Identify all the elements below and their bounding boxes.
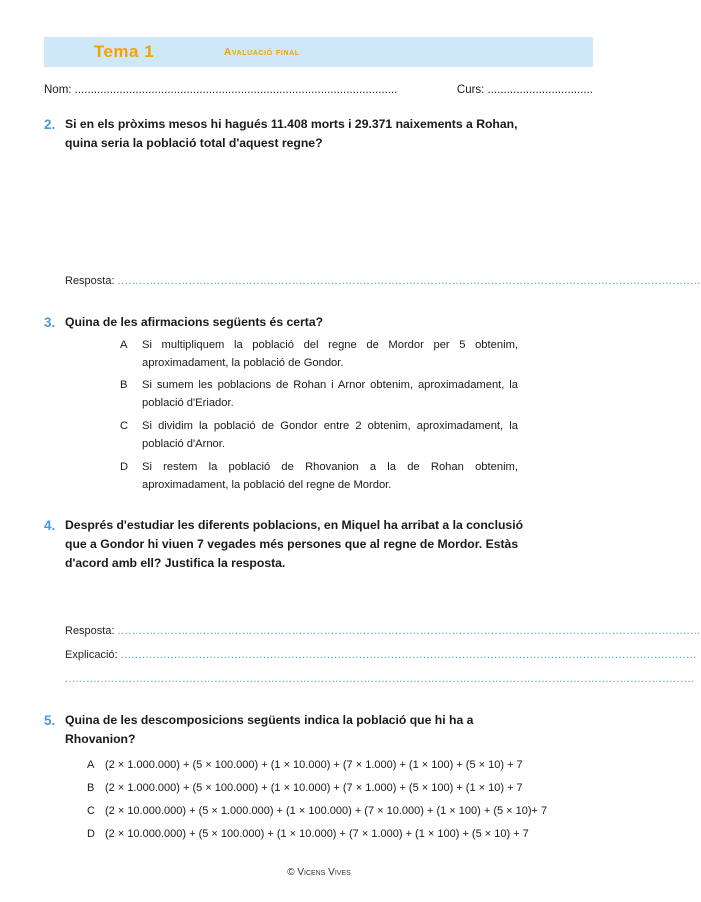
option-letter: D <box>120 461 129 473</box>
explanation-extra-line[interactable]: ................................................................................................................................................................................. <box>65 673 695 685</box>
option-b[interactable] <box>120 376 518 412</box>
option-letter: B <box>87 782 95 794</box>
resposta-label: Resposta: <box>65 625 115 637</box>
question-2 <box>44 115 524 153</box>
option-text: (2 × 10.000.000) + (5 × 1.000.000) + (1 × 100.000) + (7 × 10.000) + (1 × 100) + (5 × 10)+ 7 <box>105 805 548 817</box>
option-text: (2 × 1.000.000) + (5 × 100.000) + (1 × 10.000) + (7 × 1.000) + (1 × 100) + (5 × 10) + 7 <box>105 759 523 771</box>
option-letter: A <box>120 339 128 351</box>
option-letter: C <box>87 805 95 817</box>
explicacio-label: Explicació: <box>65 649 118 661</box>
option-c[interactable] <box>87 803 587 819</box>
question-number: 3. <box>44 315 56 330</box>
option-text: (2 × 1.000.000) + (5 × 100.000) + (1 × 10.000) + (7 × 1.000) + (5 × 100) + (1 × 10) + 7 <box>105 782 523 794</box>
question-text: Després d'estudiar les diferents poblacions, en Miquel ha arribat a la conclusió que a Gondor hi viuen 7 vegades més persones que al regne de Mordor. Estàs d'acord amb ell? Justifica la resposta. <box>65 518 524 570</box>
option-letter: B <box>120 379 128 391</box>
question-number: 5. <box>44 713 56 728</box>
question-4 <box>44 516 524 573</box>
option-c[interactable] <box>120 417 518 453</box>
avaluacio-title: Avaluació final <box>224 46 300 58</box>
option-text: Si sumem les poblacions de Rohan i Arnor obtenim, aproximadament, la població d'Eriador. <box>142 379 518 409</box>
explanation-line-q4[interactable] <box>65 649 697 661</box>
option-text: Si restem la població de Rhovanion a la de Rohan obtenim, aproximadament, la població del regne de Mordor. <box>142 461 518 491</box>
tema-title: Tema 1 <box>93 42 155 61</box>
resposta-label: Resposta: <box>65 275 115 287</box>
option-d[interactable] <box>120 458 518 494</box>
option-d[interactable] <box>87 826 587 842</box>
option-text: Si dividim la població de Gondor entre 2 obtenim, aproximadament, la població d'Arnor. <box>142 420 518 450</box>
option-letter: C <box>120 420 129 432</box>
option-text: Si multipliquem la població del regne de Mordor per 5 obtenim, aproximadament, la població de Gondor. <box>142 339 518 369</box>
question-3 <box>44 313 524 332</box>
answer-line-q4[interactable] <box>65 625 701 637</box>
question-number: 4. <box>44 518 56 533</box>
question-text: Si en els pròxims mesos hi hagués 11.408 morts i 29.371 naixements a Rohan, quina seria la població total d'aquest regne? <box>65 117 518 150</box>
answer-line-q2[interactable] <box>65 275 701 287</box>
option-a[interactable] <box>120 336 518 372</box>
question-5 <box>44 711 524 749</box>
question-text: Quina de les descomposicions següents indica la població que hi ha a Rhovanion? <box>65 713 474 746</box>
answer-dots: .................................................................................................................................................................... <box>117 275 701 287</box>
copyright-footer: © Vicens Vives <box>287 867 351 878</box>
question-number: 2. <box>44 117 56 132</box>
nom-field[interactable]: Nom: ..................................................................................................... <box>44 84 398 96</box>
option-letter: D <box>87 828 95 840</box>
student-fields <box>44 84 593 96</box>
option-letter: A <box>87 759 95 771</box>
explanation-dots: .................................................................................................................................................................. <box>120 649 697 661</box>
option-b[interactable] <box>87 780 587 796</box>
option-a[interactable] <box>87 757 587 773</box>
header-banner <box>44 37 593 67</box>
option-text: (2 × 10.000.000) + (5 × 100.000) + (1 × 10.000) + (7 × 1.000) + (1 × 100) + (5 × 10) + 7 <box>105 828 529 840</box>
curs-field[interactable]: Curs: ................................. <box>456 84 593 96</box>
question-text: Quina de les afirmacions següents és certa? <box>65 315 324 329</box>
answer-dots: .................................................................................................................................................................... <box>117 625 701 637</box>
